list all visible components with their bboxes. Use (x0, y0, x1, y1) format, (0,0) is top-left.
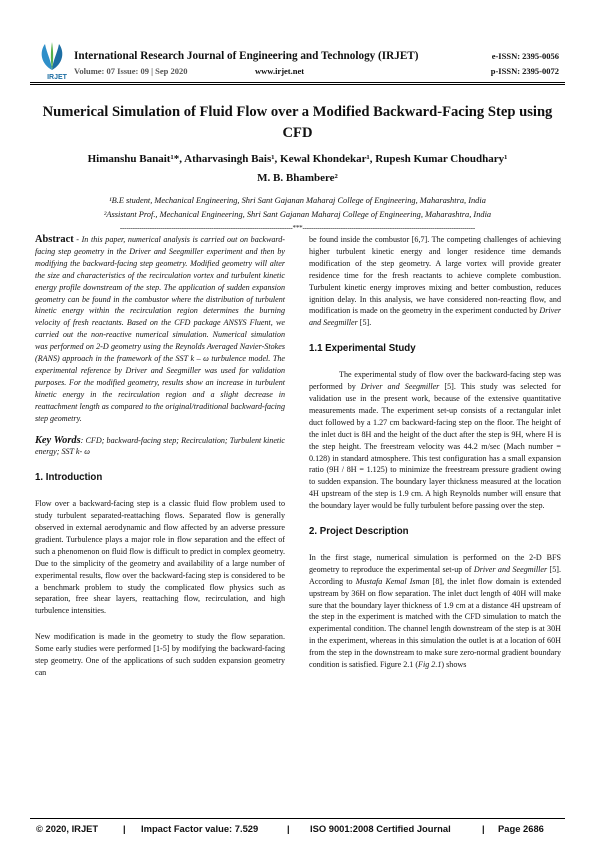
volume-issue: Volume: 07 Issue: 09 | Sep 2020 (74, 66, 188, 76)
keywords (35, 435, 285, 459)
leaf-logo-icon (35, 40, 69, 74)
logo-text: IRJET (47, 74, 67, 81)
abstract-label: Abstract (35, 234, 74, 245)
abstract-text: - In this paper, numerical analysis is carried out on backward-facing step geometry in the Driver and Seegmiller experiment and then by modifying the backward-facing step geometry. Modified geometry will alter the size and characteristics of the recirculation vortex and turbulent kinetic energy profile downstream of the step. The application of sudden expansion geometry can be found in the combustor where the distribution of turbulent kinetic energy within the recirculation region determines the burning velocity of fresh reactants. Based on the CFD package ANSYS Fluent, we carried out the non-reactive numerical simulation. Numerical simulation was performed on 2-D geometry using the Reynolds Averaged Navier-Stokes (RANS) approach in the framework of the SST k – ω turbulence model. The experimental reference by Driver and Seegmiller was used for validation purposes. For the modified geometry, results show an increase in turbulent kinetic energy in the recirculation region and a slight decrease in reattachment length as compared to the original/traditional backward-facing step geometry. (35, 235, 285, 423)
journal-website[interactable]: www.irjet.net (255, 66, 305, 76)
exp-citation: Driver and Seegmiller (360, 382, 440, 392)
footer-iso: ISO 9001:2008 Certified Journal (310, 823, 451, 834)
proj-citation-2: Mustafa Kemal Isman (355, 576, 430, 586)
experimental-heading: 1.1 Experimental Study (309, 343, 416, 355)
exp-text-start: The experimental study of flow over the backward-facing step was performed by (309, 370, 561, 392)
footer-page-number: Page 2686 (498, 823, 544, 834)
intro-paragraph-2: New modification is made in the geometry to study the flow separation. Some early studies were performed [1-5] by modifying the backward-facing step geometry. One of the applications of such sudden expansion geometry can (35, 632, 285, 677)
affiliation-1: ¹B.E student, Mechanical Engineering, Shri Sant Gajanan Maharaj College of Engineering, Maharashtra, India (109, 196, 486, 205)
project-heading: 2. Project Description (309, 526, 409, 538)
proj-text-start: In the first stage, numerical simulation is performed on the 2-D BFS geometry to reproduce the experimental set-up of (309, 552, 561, 574)
page-header (30, 40, 565, 86)
p-issn: p-ISSN: 2395-0072 (490, 66, 559, 76)
e-issn: e-ISSN: 2395-0056 (491, 51, 559, 61)
keywords-text: : CFD; backward-facing step; Recirculation; Turbulent kinetic energy; SST k- ω (35, 435, 285, 457)
footer-rule (30, 818, 565, 819)
intro-continued-citation: Driver and Seegmiller (309, 306, 561, 328)
left-column (35, 234, 285, 679)
intro-paragraph-1: Flow over a backward-facing step is a classic fluid flow problem used to study turbulent separated-reattaching flows. Separated flow is generally observed in external aerodynamic and flow affected by an adverse pressure gradient. Turbulence plays a major role in flow separation and the effect of such a phenomenon on fluid flow is difficult to predict in complex geometry. Due to the simplicity of the geometry and availability of a large number of experimental results, flow over the backward-facing step is considered to be a benchmark problem to study the complicated flow physics such as separation, free shear layers, reattaching flow, recirculation, and high turbulence intensities. (35, 499, 285, 616)
keywords-label: Key Words (35, 434, 81, 446)
exp-text-rest: [5]. This study was selected for validation use in the present work, because of the extensive quantitative measurements made. The experiment set-up consists of a rectangular inlet duct followed by a 1.27 cm backward-facing step on the floor. The height of the inlet duct is 8H and the height of the duct after the step is 9H, where H is the step height. The freestream velocity was 44.2 m/sec (Mach number = 0.128) in standard atmosphere. This test configuration has a small expansion ratio (9H / 8H = 1.125) to minimize the freestream pressure gradient owing to sudden expansion. The boundary layer thickness measured at the location 4H upstream of the step is 1.9 cm. A high Reynolds number will ensure that the boundary layer would be fully turbulent before passing over the step. (309, 382, 561, 511)
journal-name: International Research Journal of Engineering and Technology (IRJET) (74, 50, 419, 62)
header-rule (30, 82, 565, 85)
proj-text-rest: [8], the inlet flow domain is extended upstream by 36H on flow separation. The inlet duct length of 40H will make sure that the boundary layer thickness of 1.9 cm at a distance 4H upstream of the step in the experiment is matched with the CFD simulation to match the experimental condition. The channel length downstream of the step is at 30H in the experiment, whereas in this simulation the outlet is at a location of 60H from the step in the downstream to make sure zero-normal gradient boundary condition is satisfied. Figure 2.1 ( (309, 576, 562, 670)
proj-citation-1: Driver and Seegmiller (473, 564, 548, 574)
abstract (35, 234, 285, 425)
experimental-paragraph (309, 369, 561, 512)
intro-continued-end: [5]. (357, 318, 372, 328)
author-list (30, 150, 565, 188)
section-divider: ---------------------------------------------------------------------------------***--------------------------------------------------------------------------------- (119, 224, 476, 232)
proj-text-end: ) shows (441, 660, 467, 670)
intro-continued (309, 234, 561, 329)
footer-separator-3: | (482, 823, 485, 834)
intro-continued-text: be found inside the combustor [6,7]. The competing challenges of achieving higher turbulent kinetic energy and longer residence time demands modification of the step geometry. A large vortex will provide greater residence time for the fresh reactants to achieve complete combustion. Turbulent kinetic energy improves mixing and better combustion, reduces ignition delay. In this analysis, we have considered non-reacting flow, and modification is made on the geometry in the experiment conducted by (309, 235, 561, 316)
authors-line-1: Himanshu Banait¹*, Atharvasingh Bais¹, Kewal Khondekar¹, Rupesh Kumar Choudhary¹ (87, 153, 508, 165)
project-paragraph (309, 552, 561, 671)
footer-copyright: © 2020, IRJET (36, 823, 99, 834)
footer-impact-factor: Impact Factor value: 7.529 (141, 823, 259, 834)
paper-title: Numerical Simulation of Fluid Flow over a Modified Backward-Facing Step using CFD (42, 104, 553, 141)
irjet-logo (35, 40, 69, 84)
authors-line-2: M. B. Bhambere² (257, 172, 338, 184)
proj-figure-ref: Fig 2.1 (418, 660, 442, 670)
footer-separator-2: | (287, 823, 290, 834)
intro-heading: 1. Introduction (35, 472, 103, 484)
proj-text-mid: [5]. According to (309, 564, 562, 586)
right-column (309, 234, 561, 671)
footer-separator-1: | (123, 823, 126, 834)
affiliations (30, 194, 565, 222)
affiliation-2: ²Assistant Prof., Mechanical Engineering, Shri Sant Gajanan Maharaj College of Engineering, Maharashtra, India (103, 210, 492, 219)
